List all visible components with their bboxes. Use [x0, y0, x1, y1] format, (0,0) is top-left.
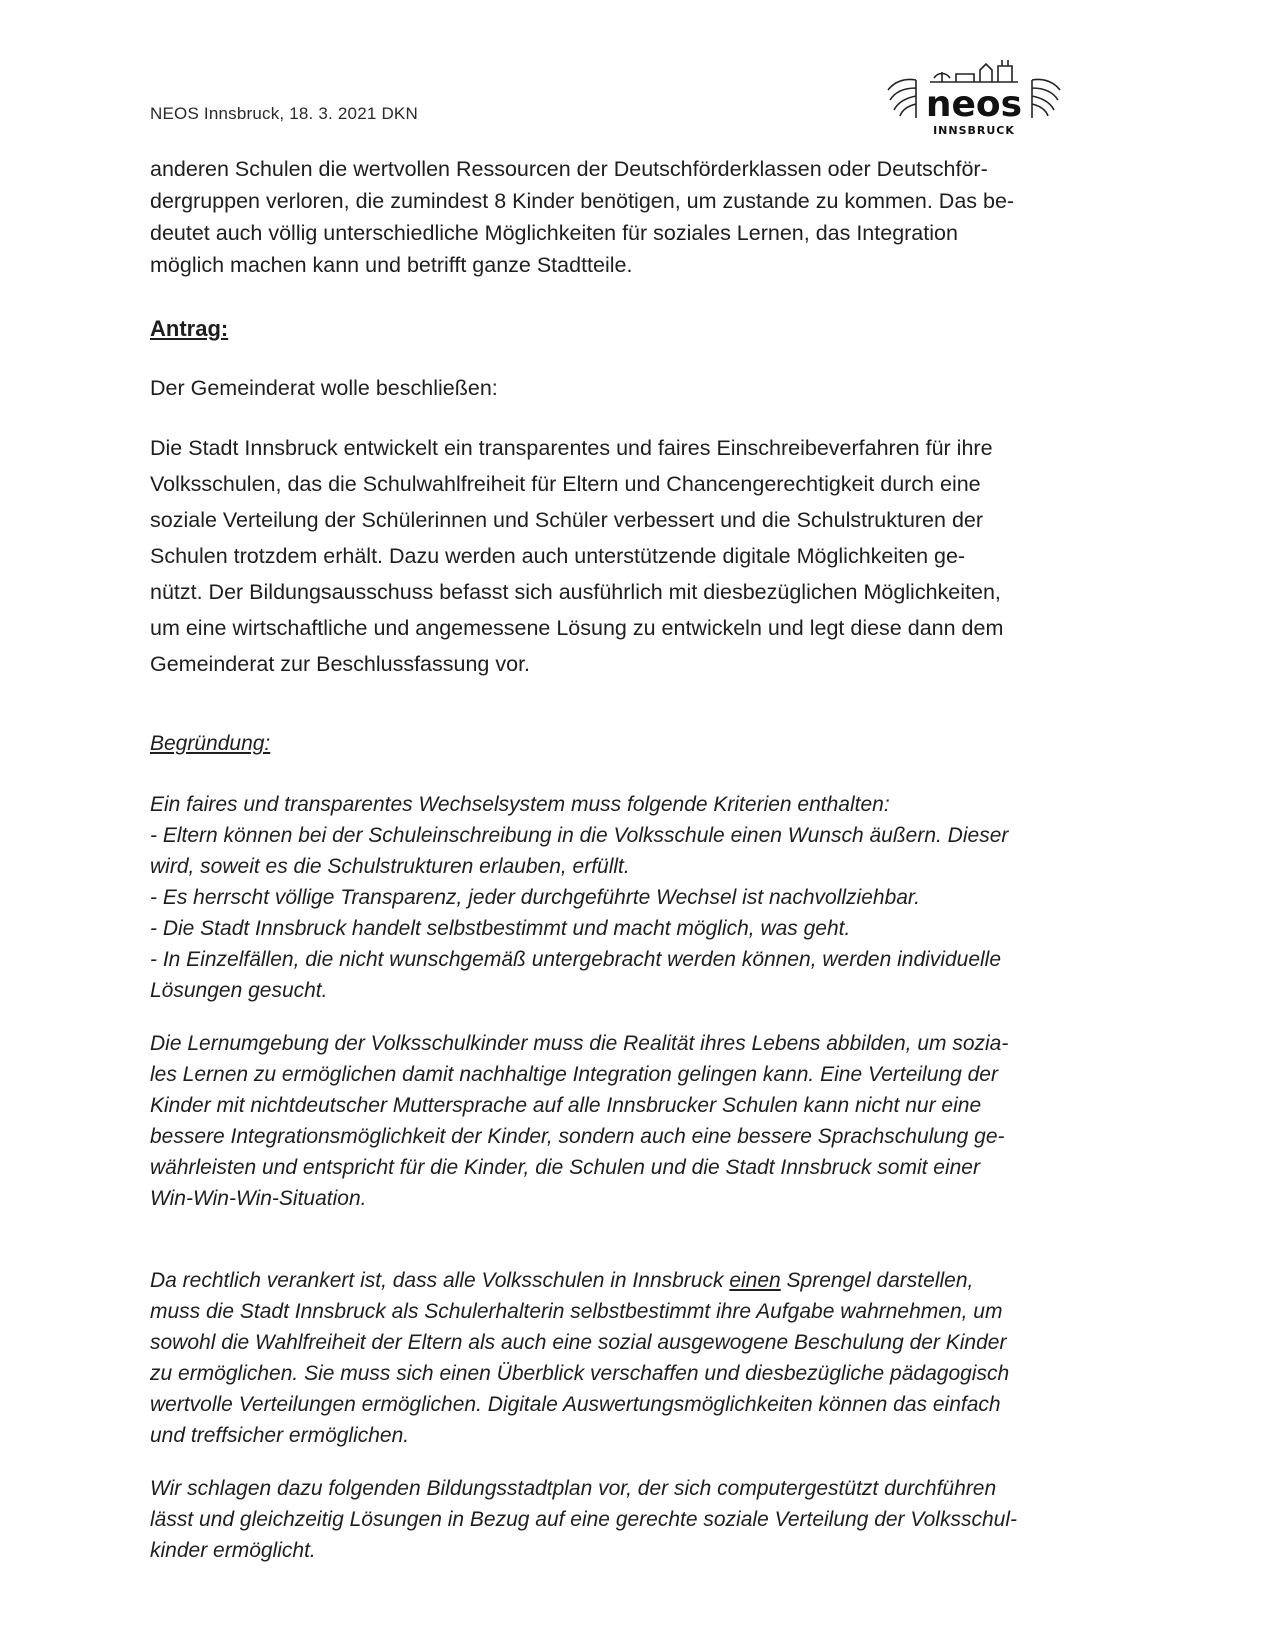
- learning-paragraph: [150, 1028, 1090, 1214]
- antrag-line: Volksschulen, das die Schulwahlfreiheit für Eltern und Chancengerechtigkeit durch eine: [150, 472, 981, 496]
- intro-line: deutet auch völlig unterschiedliche Möglichkeiten für soziales Lernen, das Integration: [150, 221, 958, 245]
- antrag-line: Gemeinderat zur Beschlussfassung vor.: [150, 652, 531, 676]
- antrag-heading: Antrag:: [150, 316, 229, 341]
- antrag-line: soziale Verteilung der Schülerinnen und Schüler verbessert und die Schulstrukturen der: [150, 508, 984, 532]
- legal-first-before: Da rechtlich verankert ist, dass alle Volksschulen in Innsbruck: [150, 1269, 730, 1292]
- antrag-line: Die Stadt Innsbruck entwickelt ein transparentes und faires Einschreibeverfahren für ihre: [150, 436, 993, 460]
- legal-first-underlined: einen: [729, 1269, 781, 1292]
- skyline-icon: [930, 60, 1018, 82]
- criteria-line: Ein faires und transparentes Wechselsystem muss folgende Kriterien enthalten:: [150, 793, 890, 816]
- legal-line-first: [150, 1265, 1090, 1296]
- learning-line: Die Lernumgebung der Volksschulkinder muss die Realität ihres Lebens abbilden, um sozia-: [150, 1032, 1009, 1055]
- left-wing-icon: [888, 79, 916, 118]
- legal-line: zu ermöglichen. Sie muss sich einen Überblick verschaffen und diesbezügliche pädagogisch: [150, 1362, 1010, 1385]
- logo-brand-text: neos: [925, 84, 1023, 125]
- legal-paragraph: [150, 1265, 1090, 1451]
- legal-line: sowohl die Wahlfreiheit der Eltern als auch eine sozial ausgewogene Beschulung der Kinder: [150, 1331, 1007, 1354]
- antrag-line: Schulen trotzdem erhält. Dazu werden auch unterstützende digitale Möglichkeiten ge-: [150, 544, 966, 568]
- intro-line: dergruppen verloren, die zumindest 8 Kinder benötigen, um zustande zu kommen. Das be-: [150, 189, 1015, 213]
- criteria-line: - Es herrscht völlige Transparenz, jeder durchgeführte Wechsel ist nachvollziehbar.: [150, 886, 920, 909]
- criteria-line: - Eltern können bei der Schuleinschreibung in die Volksschule einen Wunsch äußern. Dieser: [150, 824, 1009, 847]
- intro-line: möglich machen kann und betrifft ganze Stadtteile.: [150, 253, 633, 277]
- criteria-line: Lösungen gesucht.: [150, 979, 328, 1002]
- learning-line: bessere Integrationsmöglichkeit der Kinder, sondern auch eine bessere Sprachschulung ge-: [150, 1125, 1005, 1148]
- antrag-body: [150, 430, 1090, 682]
- begruendung-heading: Begründung:: [150, 732, 271, 755]
- legal-first-after: Sprengel darstellen,: [780, 1269, 974, 1292]
- learning-line: Win-Win-Win-Situation.: [150, 1187, 367, 1210]
- proposal-line: Wir schlagen dazu folgenden Bildungsstadtplan vor, der sich computergestützt durchführen: [150, 1477, 997, 1500]
- antrag-line: nützt. Der Bildungsausschuss befasst sich ausführlich mit diesbezüglichen Möglichkeiten,: [150, 580, 1001, 604]
- learning-line: les Lernen zu ermöglichen damit nachhaltige Integration gelingen kann. Eine Verteilung der: [150, 1063, 998, 1086]
- proposal-line: kinder ermöglicht.: [150, 1539, 316, 1562]
- antrag-lead: Der Gemeinderat wolle beschließen:: [150, 376, 498, 400]
- criteria-line: - Die Stadt Innsbruck handelt selbstbestimmt und macht möglich, was geht.: [150, 917, 851, 940]
- proposal-paragraph: [150, 1473, 1090, 1566]
- criteria-paragraph: [150, 789, 1090, 1006]
- legal-line: und treffsicher ermöglichen.: [150, 1424, 410, 1447]
- criteria-line: wird, soweit es die Schulstrukturen erlauben, erfüllt.: [150, 855, 630, 878]
- learning-line: Kinder mit nichtdeutscher Muttersprache auf alle Innsbrucker Schulen kann nicht nur eine: [150, 1094, 982, 1117]
- intro-line: anderen Schulen die wertvollen Ressourcen der Deutschförderklassen oder Deutschför-: [150, 157, 988, 181]
- proposal-line: lässt und gleichzeitig Lösungen in Bezug auf eine gerechte soziale Verteilung der Volksschul-: [150, 1508, 1017, 1531]
- header-org-date: NEOS Innsbruck, 18. 3. 2021 DKN: [150, 104, 418, 123]
- logo-city-text: INNSBRUCK: [933, 124, 1015, 137]
- neos-innsbruck-logo: [886, 58, 1062, 140]
- legal-line: wertvolle Verteilungen ermöglichen. Digitale Auswertungsmöglichkeiten können das einfach: [150, 1393, 1001, 1416]
- legal-line: muss die Stadt Innsbruck als Schulerhalterin selbstbestimmt ihre Aufgabe wahrnehmen, um: [150, 1300, 1003, 1323]
- antrag-line: um eine wirtschaftliche und angemessene Lösung zu entwickeln und legt diese dann dem: [150, 616, 1004, 640]
- criteria-line: - In Einzelfällen, die nicht wunschgemäß untergebracht werden können, werden individuelle: [150, 948, 1002, 971]
- right-wing-icon: [1032, 79, 1060, 118]
- intro-paragraph: [150, 153, 1090, 281]
- learning-line: währleisten und entspricht für die Kinder, die Schulen und die Stadt Innsbruck somit einer: [150, 1156, 980, 1179]
